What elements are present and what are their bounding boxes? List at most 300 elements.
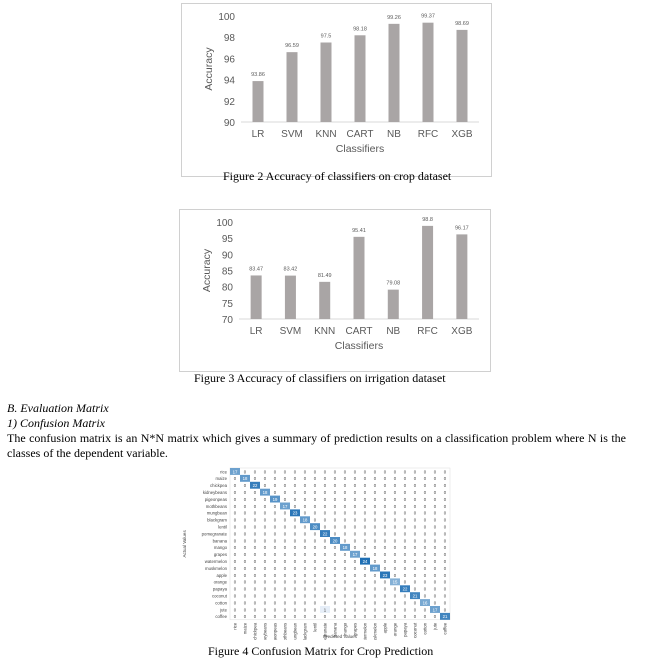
cm-row-label: grapes: [213, 552, 227, 558]
cm-cell-value: 0: [343, 559, 347, 564]
cm-cell-value: 0: [443, 476, 447, 482]
figure2-x-tick: NB: [387, 129, 401, 140]
cm-cell-value: 0: [303, 614, 307, 620]
cm-cell-value: 0: [343, 565, 347, 571]
figure3-y-tick: 100: [216, 218, 233, 229]
cm-cell-value: 0: [393, 614, 397, 620]
cm-cell-value: 0: [353, 524, 357, 530]
cm-cell-value: 0: [333, 531, 337, 537]
cm-cell-value: 0: [273, 579, 277, 585]
cm-cell-value: 0: [343, 607, 347, 613]
figure2-x-tick: LR: [251, 129, 265, 140]
cm-cell-value: 0: [253, 607, 257, 613]
cm-cell-value: 0: [293, 503, 297, 509]
cm-cell-value: 17: [282, 503, 288, 509]
cm-cell-value: 0: [423, 579, 427, 585]
cm-cell-value: 0: [243, 545, 247, 551]
cm-cell-value: 0: [393, 607, 397, 613]
cm-cell-value: 0: [303, 483, 307, 489]
cm-cell-value: 0: [273, 531, 277, 537]
cm-cell-value: 0: [383, 469, 387, 475]
cm-cell-value: 0: [383, 476, 387, 482]
cm-cell-value: 0: [373, 496, 377, 502]
figure2-x-tick: XGB: [451, 129, 473, 140]
cm-cell-value: 0: [273, 552, 277, 558]
cm-cell-value: 0: [353, 607, 357, 613]
cm-cell-value: 0: [373, 545, 377, 551]
figure2-x-tick: KNN: [315, 129, 337, 140]
cm-cell-value: 0: [343, 510, 347, 516]
figure3-x-tick: XGB: [451, 326, 473, 337]
cm-cell-value: 0: [253, 614, 257, 620]
cm-cell-value: 0: [233, 490, 237, 495]
cm-cell-value: 0: [413, 503, 417, 509]
cm-cell-value: 0: [283, 552, 287, 558]
figure2-data-label: 99.37: [421, 13, 435, 20]
cm-cell-value: 0: [243, 496, 247, 502]
cm-cell-value: 0: [273, 614, 277, 620]
cm-row-label: pigeonpeas: [204, 496, 227, 502]
cm-cell-value: 0: [303, 503, 307, 509]
cm-cell-value: 0: [433, 600, 437, 606]
cm-cell-value: 0: [423, 503, 427, 509]
cm-row-label: kidneybeans: [202, 490, 227, 495]
cm-cell-value: 0: [303, 510, 307, 516]
cm-col-label: kidneybeans: [262, 622, 268, 640]
cm-col-label: muskmelon: [372, 622, 378, 640]
cm-cell-value: 0: [233, 531, 237, 537]
figure-4-caption: Figure 4 Confusion Matrix for Crop Prediction: [208, 644, 434, 658]
cm-cell-value: 0: [363, 552, 367, 558]
cm-cell-value: 0: [253, 600, 257, 606]
cm-cell-value: 0: [333, 565, 337, 571]
cm-cell-value: 1: [323, 607, 327, 613]
cm-cell-value: 0: [383, 510, 387, 516]
cm-cell-value: 0: [333, 469, 337, 475]
cm-cell-value: 0: [443, 559, 447, 564]
cm-cell-value: 0: [273, 586, 277, 592]
cm-cell-value: 0: [363, 593, 367, 599]
figure3-data-label: 98.8: [422, 216, 433, 223]
cm-cell-value: 0: [413, 565, 417, 571]
cm-col-label: maize: [242, 622, 248, 635]
cm-cell-value: 0: [383, 559, 387, 564]
cm-cell-value: 0: [313, 586, 317, 592]
cm-cell-value: 0: [333, 586, 337, 592]
cm-cell-value: 0: [313, 538, 317, 544]
cm-cell-value: 0: [353, 614, 357, 620]
cm-cell-value: 0: [413, 579, 417, 585]
cm-cell-value: 0: [243, 600, 247, 606]
cm-cell-value: 0: [253, 579, 257, 585]
cm-cell-value: 0: [333, 503, 337, 509]
figure3-bar: [285, 276, 296, 319]
cm-cell-value: 0: [253, 476, 257, 482]
cm-cell-value: 0: [443, 531, 447, 537]
cm-cell-value: 0: [263, 510, 267, 516]
cm-cell-value: 0: [333, 572, 337, 578]
cm-cell-value: 0: [333, 559, 337, 564]
figure3-y-tick: 95: [221, 234, 233, 246]
cm-cell-value: 0: [293, 545, 297, 551]
cm-cell-value: 0: [253, 490, 257, 495]
cm-cell-value: 0: [243, 490, 247, 495]
figure3-bar: [456, 234, 467, 319]
figure3-y-label: Accuracy: [201, 248, 213, 293]
cm-cell-value: 0: [363, 476, 367, 482]
cm-cell-value: 0: [273, 607, 277, 613]
cm-cell-value: 0: [313, 600, 317, 606]
cm-row-label: jute: [220, 607, 227, 613]
cm-y-axis-title: Actual Values: [182, 530, 187, 558]
cm-cell-value: 0: [373, 538, 377, 544]
cm-cell-value: 0: [243, 524, 247, 530]
cm-cell-value: 0: [433, 469, 437, 475]
cm-cell-value: 0: [443, 600, 447, 606]
cm-cell-value: 0: [403, 600, 407, 606]
cm-cell-value: 0: [323, 552, 327, 558]
cm-cell-value: 0: [363, 600, 367, 606]
cm-cell-value: 0: [233, 510, 237, 516]
cm-cell-value: 0: [323, 565, 327, 571]
cm-cell-value: 0: [433, 531, 437, 537]
cm-cell-value: 0: [243, 469, 247, 475]
cm-cell-value: 0: [333, 483, 337, 489]
figure2-bar: [355, 35, 366, 122]
cm-col-label: cotton: [422, 622, 428, 635]
cm-cell-value: 0: [373, 607, 377, 613]
cm-cell-value: 0: [423, 517, 427, 523]
cm-cell-value: 0: [373, 586, 377, 592]
figure2-y-tick: 94: [223, 75, 235, 87]
cm-cell-value: 0: [403, 476, 407, 482]
cm-cell-value: 0: [433, 614, 437, 620]
cm-cell-value: 0: [283, 476, 287, 482]
cm-cell-value: 0: [293, 614, 297, 620]
cm-cell-value: 0: [383, 531, 387, 537]
cm-cell-value: 0: [333, 600, 337, 606]
cm-cell-value: 0: [413, 483, 417, 489]
cm-cell-value: 0: [283, 586, 287, 592]
figure3-data-label: 83.42: [283, 266, 298, 273]
cm-cell-value: 0: [243, 538, 247, 544]
cm-col-label: blackgram: [302, 622, 308, 640]
cm-cell-value: 0: [403, 614, 407, 620]
cm-cell-value: 0: [233, 565, 237, 571]
cm-cell-value: 0: [273, 572, 277, 578]
cm-cell-value: 0: [283, 614, 287, 620]
section-heading: B. Evaluation Matrix: [7, 401, 109, 415]
cm-cell-value: 0: [373, 517, 377, 523]
cm-cell-value: 21: [412, 593, 418, 599]
cm-cell-value: 0: [273, 565, 277, 571]
cm-cell-value: 23: [382, 572, 388, 578]
cm-cell-value: 0: [363, 565, 367, 571]
cm-cell-value: 0: [243, 614, 247, 620]
cm-cell-value: 0: [423, 593, 427, 599]
cm-cell-value: 0: [273, 517, 277, 523]
cm-cell-value: 0: [253, 593, 257, 599]
cm-cell-value: 0: [323, 614, 327, 620]
cm-cell-value: 23: [292, 510, 298, 516]
cm-cell-value: 0: [313, 552, 317, 558]
cm-cell-value: 0: [423, 538, 427, 544]
cm-col-label: banana: [332, 622, 338, 638]
cm-cell-value: 0: [423, 565, 427, 571]
cm-cell-value: 0: [353, 572, 357, 578]
cm-cell-value: 0: [423, 510, 427, 516]
confusion-matrix: [180, 465, 464, 640]
cm-cell-value: 0: [263, 552, 267, 558]
cm-cell-value: 0: [313, 607, 317, 613]
cm-cell-value: 0: [363, 545, 367, 551]
figure3-data-label: 95.41: [352, 227, 366, 234]
cm-cell-value: 0: [423, 483, 427, 489]
cm-cell-value: 0: [423, 490, 427, 495]
cm-cell-value: 0: [343, 496, 347, 502]
cm-cell-value: 0: [233, 483, 237, 489]
figure2-bar: [253, 81, 264, 122]
figure-2-caption: Figure 2 Accuracy of classifiers on crop dataset: [223, 169, 452, 183]
figure-3-chart: [180, 210, 490, 362]
figure-2-chart: [182, 4, 491, 164]
cm-cell-value: 0: [283, 490, 287, 495]
cm-cell-value: 0: [353, 503, 357, 509]
cm-cell-value: 0: [383, 614, 387, 620]
cm-cell-value: 0: [393, 552, 397, 558]
cm-cell-value: 0: [383, 490, 387, 495]
cm-cell-value: 0: [263, 476, 267, 482]
figure2-y-tick: 96: [223, 54, 235, 66]
cm-cell-value: 0: [363, 524, 367, 530]
cm-cell-value: 0: [263, 538, 267, 544]
cm-cell-value: 0: [413, 517, 417, 523]
cm-cell-value: 0: [263, 572, 267, 578]
cm-cell-value: 0: [273, 524, 277, 530]
cm-cell-value: 0: [403, 538, 407, 544]
cm-cell-value: 0: [353, 593, 357, 599]
cm-cell-value: 0: [443, 593, 447, 599]
cm-cell-value: 0: [273, 483, 277, 489]
cm-cell-value: 0: [363, 614, 367, 620]
cm-cell-value: 0: [343, 538, 347, 544]
cm-cell-value: 19: [272, 496, 278, 502]
cm-cell-value: 0: [373, 552, 377, 558]
cm-cell-value: 0: [443, 469, 447, 475]
cm-cell-value: 0: [233, 579, 237, 585]
cm-cell-value: 0: [253, 559, 257, 564]
cm-cell-value: 0: [313, 496, 317, 502]
cm-cell-value: 0: [443, 503, 447, 509]
figure3-bar: [251, 275, 262, 319]
cm-cell-value: 0: [433, 593, 437, 599]
cm-cell-value: 0: [343, 593, 347, 599]
cm-cell-value: 0: [233, 593, 237, 599]
cm-cell-value: 0: [233, 586, 237, 592]
cm-cell-value: 0: [443, 607, 447, 613]
cm-cell-value: 0: [253, 524, 257, 530]
cm-cell-value: 0: [293, 490, 297, 495]
cm-cell-value: 0: [283, 538, 287, 544]
cm-cell-value: 0: [353, 531, 357, 537]
cm-col-label: mungbean: [292, 622, 298, 640]
cm-cell-value: 0: [263, 600, 267, 606]
cm-cell-value: 0: [263, 469, 267, 475]
cm-cell-value: 0: [243, 607, 247, 613]
figure3-data-label: 79.08: [386, 280, 401, 287]
figure3-x-tick: SVM: [279, 326, 302, 337]
cm-cell-value: 0: [233, 538, 237, 544]
cm-col-label: grapes: [352, 622, 358, 636]
cm-cell-value: 0: [383, 496, 387, 502]
cm-cell-value: 0: [303, 607, 307, 613]
cm-cell-value: 0: [403, 524, 407, 530]
cm-col-label: chickpea: [252, 622, 258, 640]
cm-cell-value: 0: [433, 565, 437, 571]
cm-cell-value: 0: [293, 496, 297, 502]
cm-cell-value: 0: [253, 496, 257, 502]
cm-cell-value: 0: [243, 593, 247, 599]
cm-cell-value: 0: [443, 517, 447, 523]
cm-cell-value: 0: [303, 524, 307, 530]
cm-cell-value: 0: [433, 517, 437, 523]
cm-cell-value: 0: [363, 607, 367, 613]
figure3-bar: [354, 237, 365, 319]
figure2-y-label: Accuracy: [203, 47, 215, 91]
cm-cell-value: 0: [313, 531, 317, 537]
cm-cell-value: 0: [283, 483, 287, 489]
cm-cell-value: 0: [363, 490, 367, 495]
cm-cell-value: 0: [323, 510, 327, 516]
cm-cell-value: 0: [313, 572, 317, 578]
cm-cell-value: 0: [313, 476, 317, 482]
cm-cell-value: 0: [353, 545, 357, 551]
cm-cell-value: 0: [233, 552, 237, 558]
cm-col-label: coffee: [442, 622, 448, 635]
cm-cell-value: 0: [313, 469, 317, 475]
cm-cell-value: 0: [323, 572, 327, 578]
cm-row-label: chickpea: [210, 483, 227, 489]
cm-cell-value: 0: [263, 559, 267, 564]
cm-cell-value: 0: [433, 559, 437, 564]
cm-cell-value: 0: [293, 476, 297, 482]
cm-cell-value: 0: [443, 510, 447, 516]
cm-cell-value: 0: [383, 524, 387, 530]
cm-col-label: pomegranate: [322, 622, 328, 640]
cm-cell-value: 0: [443, 572, 447, 578]
cm-cell-value: 0: [403, 565, 407, 571]
cm-cell-value: 0: [253, 538, 257, 544]
cm-cell-value: 0: [373, 476, 377, 482]
cm-cell-value: 0: [243, 531, 247, 537]
cm-cell-value: 0: [363, 572, 367, 578]
cm-cell-value: 0: [293, 572, 297, 578]
cm-cell-value: 0: [313, 510, 317, 516]
cm-cell-value: 0: [283, 531, 287, 537]
cm-cell-value: 0: [423, 531, 427, 537]
cm-cell-value: 0: [373, 593, 377, 599]
cm-cell-value: 0: [323, 593, 327, 599]
cm-cell-value: 20: [332, 538, 338, 544]
cm-cell-value: 0: [353, 490, 357, 495]
cm-col-label: jute: [432, 622, 438, 630]
cm-cell-value: 0: [383, 552, 387, 558]
cm-cell-value: 0: [433, 552, 437, 558]
cm-cell-value: 0: [393, 545, 397, 551]
cm-cell-value: 0: [443, 586, 447, 592]
cm-cell-value: 0: [423, 524, 427, 530]
cm-cell-value: 0: [263, 593, 267, 599]
cm-cell-value: 0: [403, 503, 407, 509]
cm-cell-value: 0: [363, 496, 367, 502]
cm-cell-value: 0: [433, 579, 437, 585]
cm-cell-value: 0: [253, 586, 257, 592]
cm-cell-value: 0: [333, 496, 337, 502]
cm-cell-value: 0: [313, 545, 317, 551]
figure-3-caption: Figure 3 Accuracy of classifiers on irrigation dataset: [194, 371, 446, 385]
cm-cell-value: 0: [273, 600, 277, 606]
cm-cell-value: 0: [343, 524, 347, 530]
cm-cell-value: 0: [393, 490, 397, 495]
cm-cell-value: 0: [353, 538, 357, 544]
cm-row-label: lentil: [218, 524, 227, 530]
cm-cell-value: 0: [343, 586, 347, 592]
cm-cell-value: 0: [233, 496, 237, 502]
cm-cell-value: 0: [443, 496, 447, 502]
cm-cell-value: 0: [433, 503, 437, 509]
cm-cell-value: 0: [233, 607, 237, 613]
figure2-x-tick: CART: [346, 129, 374, 140]
cm-cell-value: 0: [243, 510, 247, 516]
cm-cell-value: 0: [363, 483, 367, 489]
cm-row-label: maize: [215, 476, 227, 482]
cm-cell-value: 0: [383, 607, 387, 613]
cm-cell-value: 0: [343, 476, 347, 482]
cm-cell-value: 0: [383, 586, 387, 592]
cm-cell-value: 0: [303, 565, 307, 571]
cm-cell-value: 0: [303, 552, 307, 558]
cm-cell-value: 0: [443, 483, 447, 489]
figure3-data-label: 81.49: [317, 272, 332, 279]
figure-4-wrap: [180, 465, 464, 640]
cm-row-label: mango: [213, 545, 227, 551]
cm-col-label: lentil: [312, 622, 318, 632]
cm-cell-value: 0: [373, 490, 377, 495]
cm-cell-value: 0: [413, 545, 417, 551]
cm-cell-value: 0: [273, 503, 277, 509]
cm-cell-value: 0: [323, 600, 327, 606]
cm-cell-value: 18: [242, 476, 248, 482]
cm-cell-value: 0: [283, 517, 287, 523]
cm-cell-value: 0: [333, 490, 337, 495]
cm-row-label: blackgram: [207, 517, 227, 523]
cm-cell-value: 0: [343, 600, 347, 606]
cm-cell-value: 22: [322, 531, 328, 537]
cm-cell-value: 0: [313, 517, 317, 523]
cm-cell-value: 0: [333, 593, 337, 599]
figure3-y-tick: 80: [221, 282, 233, 294]
figure2-y-tick: 92: [223, 96, 235, 108]
figure2-x-tick: SVM: [281, 129, 303, 140]
cm-cell-value: 0: [343, 469, 347, 475]
cm-cell-value: 0: [343, 531, 347, 537]
cm-cell-value: 0: [273, 490, 277, 495]
cm-cell-value: 0: [293, 579, 297, 585]
cm-cell-value: 0: [353, 579, 357, 585]
cm-cell-value: 0: [333, 579, 337, 585]
cm-cell-value: 0: [403, 496, 407, 502]
cm-cell-value: 0: [323, 496, 327, 502]
